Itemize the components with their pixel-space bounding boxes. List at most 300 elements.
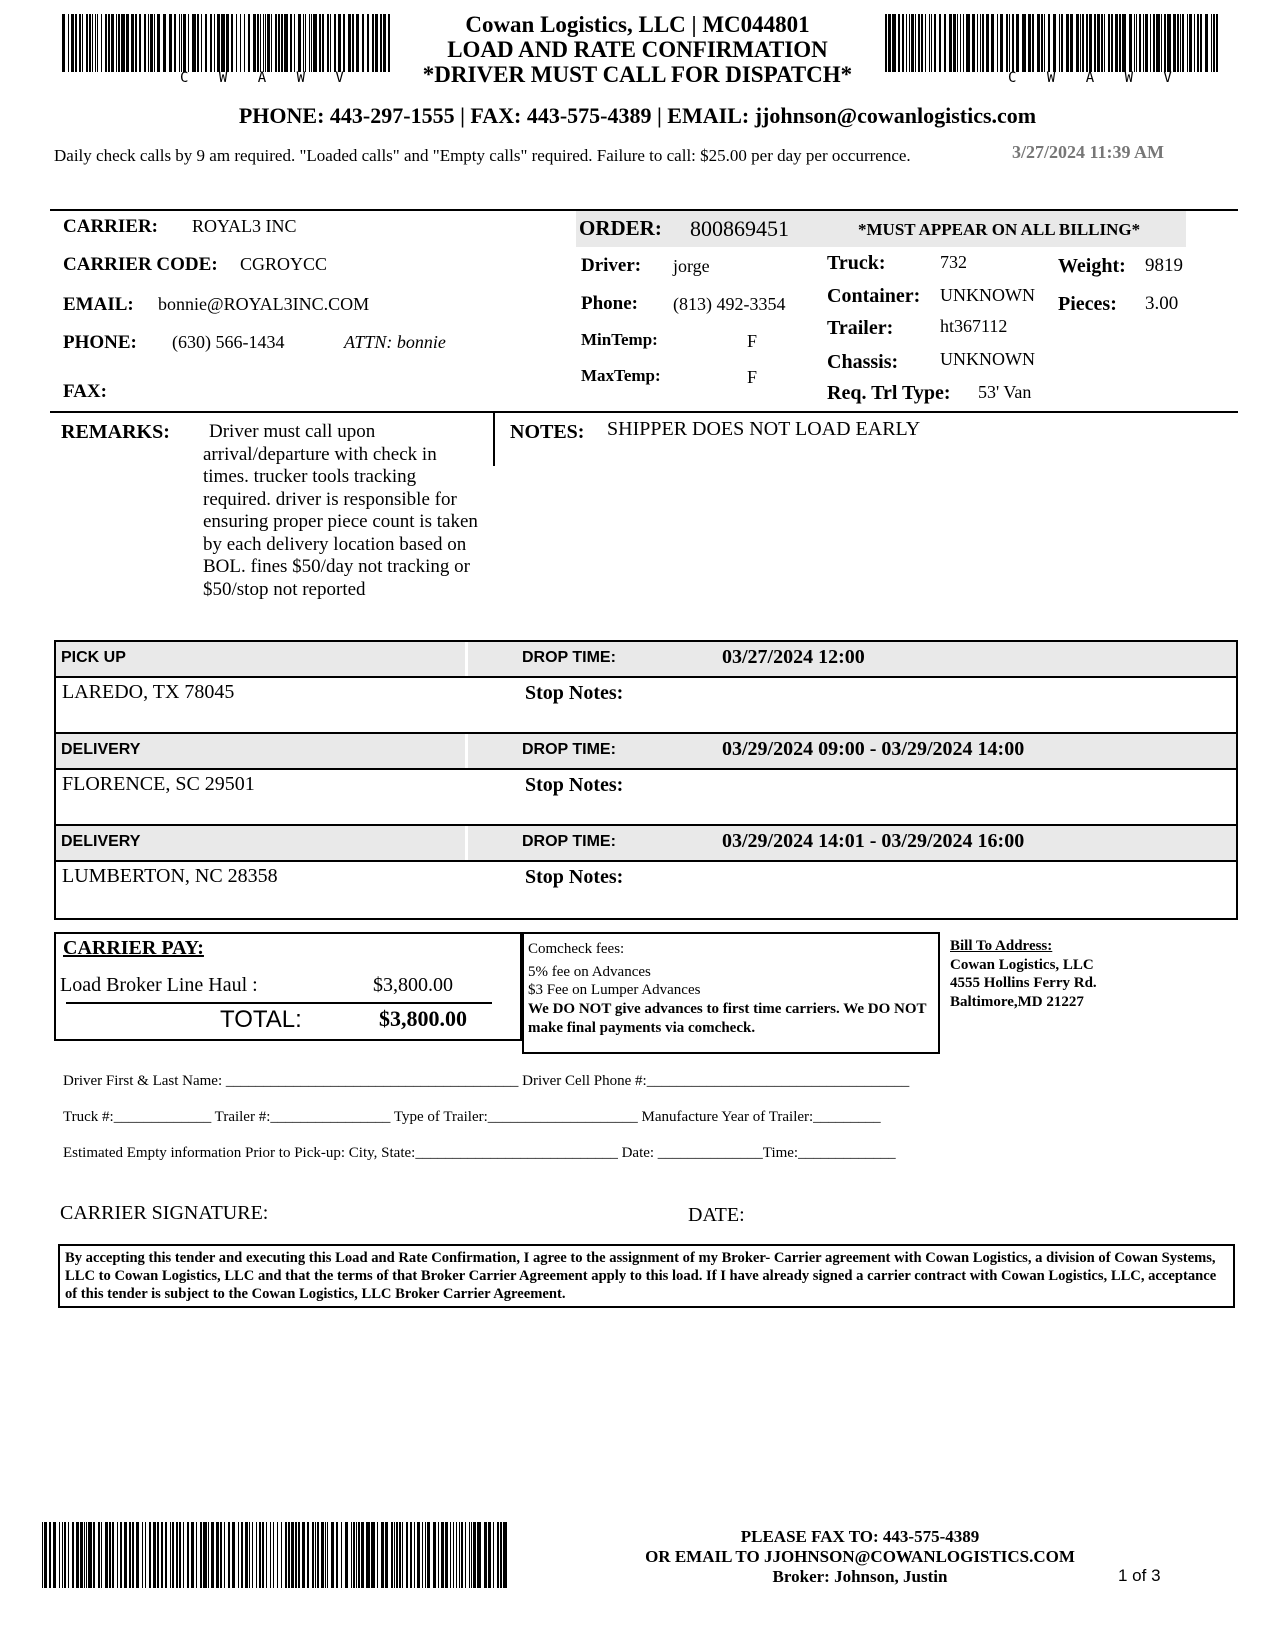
barcode-bar: [273, 1522, 274, 1588]
barcode-bar: [196, 1522, 197, 1588]
barcode-bar: [1094, 14, 1096, 72]
barcode-bar: [356, 14, 359, 72]
barcode-bar: [972, 14, 975, 72]
barcode-bar: [1012, 14, 1014, 72]
chassis-label: Chassis:: [827, 351, 899, 373]
barcode-bar: [249, 1522, 250, 1588]
barcode-bar: [465, 1522, 466, 1588]
barcode-bar: [126, 14, 129, 72]
barcode-bar: [93, 1522, 95, 1588]
barcode-bar: [1022, 14, 1026, 72]
barcode-bar: [1194, 14, 1195, 72]
barcode-bar: [298, 14, 301, 72]
carrier-code-value: CGROYCC: [240, 254, 328, 274]
weight-label: Weight:: [1058, 255, 1126, 277]
barcode-bar: [201, 14, 202, 72]
barcode-bar: [450, 1522, 451, 1588]
barcode-bar: [1187, 14, 1188, 72]
comcheck-line1: 5% fee on Advances: [528, 964, 651, 980]
barcode-bar: [1089, 14, 1092, 72]
barcode-bar: [241, 1522, 243, 1588]
barcode-bar: [1032, 14, 1034, 72]
barcode-bar: [1041, 14, 1043, 72]
barcode-bar: [179, 1522, 181, 1588]
truck-value: 732: [940, 252, 967, 272]
barcode-bar: [317, 1522, 319, 1588]
barcode-bar: [1111, 14, 1113, 72]
total-rule: [66, 1002, 492, 1004]
barcode-bar: [248, 14, 250, 72]
barcode-bar: [62, 1522, 63, 1588]
barcode-bar: [179, 14, 180, 72]
page-number: 1 of 3: [1118, 1566, 1161, 1585]
barcode-bar: [441, 1522, 444, 1588]
stop-header-3: [56, 824, 1236, 862]
barcode-bar: [1156, 14, 1160, 72]
barcode-bar: [331, 1522, 334, 1588]
barcode-bar: [438, 1522, 439, 1588]
carrier-pay-title: CARRIER PAY:: [63, 937, 204, 959]
maxtemp-value: F: [747, 367, 758, 387]
barcode-bar: [1205, 14, 1208, 72]
barcode-bar: [353, 1522, 355, 1588]
driver-phone-label: Phone:: [581, 293, 638, 314]
barcode-bar: [1145, 14, 1148, 72]
barcode-bar: [1104, 14, 1105, 72]
barcode-bar: [944, 14, 946, 72]
barcode-bar: [417, 1522, 420, 1588]
remarks-text: Driver must call upon arrival/departure with check in times. trucker tools tracking required. driver is responsible for ensuring proper piece count is taken by each delivery location based on BOL. fines $50/day not tracking or $50/stop not reported: [203, 421, 478, 600]
drop-time-value: 03/27/2024 12:00: [722, 646, 865, 668]
comcheck-line2: $3 Fee on Lumper Advances: [528, 982, 701, 998]
barcode-bar: [888, 14, 891, 72]
carrier-label: CARRIER:: [63, 216, 158, 237]
barcode-bar: [402, 1522, 403, 1588]
barcode-bar: [925, 14, 926, 72]
stop-header-divider: [465, 826, 468, 860]
barcode-bar: [64, 1522, 66, 1588]
barcode-bar: [163, 14, 166, 72]
barcode-bar: [275, 14, 277, 72]
order-label: ORDER:: [579, 216, 662, 240]
barcode-bar: [1136, 14, 1137, 72]
barcode-bar: [266, 1522, 267, 1588]
carrier-signature-label: CARRIER SIGNATURE:: [60, 1202, 269, 1224]
barcode-bar: [86, 1522, 87, 1588]
barcode-bar: [131, 14, 134, 72]
contact-line: PHONE: 443-297-1555 | FAX: 443-575-4389 | EMAIL: jjohnson@cowanlogistics.com: [238, 103, 1037, 128]
footer-fax: PLEASE FAX TO: 443-575-4389: [740, 1527, 980, 1546]
attn-value: ATTN: bonnie: [344, 332, 446, 352]
barcode-bar: [471, 1522, 472, 1588]
barcode-bar: [303, 14, 304, 72]
barcode-bar: [270, 1522, 271, 1588]
barcode-bar: [422, 1522, 423, 1588]
barcode-bar: [169, 14, 172, 72]
barcode-bar: [132, 1522, 134, 1588]
barcode-bar: [176, 1522, 178, 1588]
comcheck-policy: We DO NOT give advances to first time carriers. We DO NOT make final payments via comcheck.: [528, 1001, 927, 1036]
barcode-bar: [396, 1522, 398, 1588]
barcode-bar: [377, 1522, 378, 1588]
barcode-bar: [1173, 14, 1176, 72]
barcode-bar: [217, 14, 220, 72]
footer-email: OR EMAIL TO JJOHNSON@COWANLOGISTICS.COM: [645, 1547, 1075, 1566]
barcode-bar: [145, 1522, 146, 1588]
barcode-bar: [116, 14, 117, 72]
barcode-bar: [327, 1522, 328, 1588]
bill-to-line: Baltimore,MD 21227: [950, 993, 1084, 1010]
barcode-bar: [898, 14, 900, 72]
barcode-bar: [1211, 14, 1212, 72]
barcode-bar: [135, 14, 137, 72]
barcode-bar: [1059, 14, 1060, 72]
section-middle-rule: [50, 411, 1238, 413]
barcode-bar: [59, 1522, 60, 1588]
barcode-bar: [192, 14, 196, 72]
barcode-bar: [236, 14, 237, 72]
barcode-bar: [388, 14, 390, 72]
email-value: bonnie@ROYAL3INC.COM: [158, 294, 370, 314]
barcode-bar: [44, 1522, 47, 1588]
barcode-bar: [220, 1522, 222, 1588]
barcode-bar: [1061, 14, 1063, 72]
line-haul-label: Load Broker Line Haul :: [60, 974, 258, 996]
stop-header-2: [56, 732, 1236, 770]
barcode-bar: [1189, 14, 1192, 72]
barcode-bar: [1082, 14, 1084, 72]
total-value: $3,800.00: [379, 1006, 467, 1031]
line-haul-value: $3,800.00: [373, 974, 453, 996]
barcode-bar: [84, 1522, 85, 1588]
barcode-bar: [170, 1522, 171, 1588]
barcode-bar: [1108, 14, 1110, 72]
driver-label: Driver:: [581, 255, 642, 276]
fax-label: FAX:: [63, 381, 107, 402]
barcode-bar: [290, 14, 292, 72]
barcode-bar: [187, 1522, 189, 1588]
bill-to-line: 4555 Hollins Ferry Rd.: [950, 975, 1097, 991]
barcode-bar: [108, 14, 110, 72]
trailer-label: Trailer:: [827, 317, 894, 339]
barcode-bar: [172, 1522, 174, 1588]
barcode-bar: [427, 1522, 430, 1588]
check-calls-notice: Daily check calls by 9 am required. "Loaded calls" and "Empty calls" required. Failure to call: $25.00 per day per occurrence.: [54, 146, 911, 165]
barcode-bar: [1086, 14, 1088, 72]
barcode-bar: [343, 14, 345, 72]
barcode-bar: [221, 14, 225, 72]
barcode-bar: [191, 1522, 194, 1588]
barcode-bar: [278, 14, 280, 72]
barcode-bar: [148, 14, 149, 72]
remarks-notes-divider: [493, 413, 495, 466]
mintemp-label: MinTemp:: [581, 330, 658, 349]
barcode-bar: [1200, 14, 1202, 72]
barcode-bar: [321, 1522, 324, 1588]
barcode-bar: [338, 14, 341, 72]
barcode-bar: [425, 1522, 426, 1588]
barcode-bar: [469, 1522, 470, 1588]
barcode-bar: [366, 1522, 370, 1588]
bill-to-title: Bill To Address:: [950, 938, 1053, 954]
weight-value: 9819: [1145, 255, 1183, 276]
barcode-bar: [445, 1522, 448, 1588]
barcode-bar: [892, 14, 896, 72]
barcode-bar: [271, 14, 272, 72]
barcode-bar: [906, 14, 907, 72]
req-trailer-type-value: 53' Van: [978, 382, 1032, 402]
barcode-bar: [902, 14, 904, 72]
barcode-bar: [361, 1522, 364, 1588]
remarks-label: REMARKS:: [61, 421, 170, 443]
barcode-bar: [49, 1522, 51, 1588]
barcode-bar: [105, 14, 107, 72]
stop-header-divider: [465, 734, 468, 768]
barcode-bar: [351, 1522, 352, 1588]
barcode-bar: [399, 1522, 401, 1588]
barcode-bar: [245, 1522, 248, 1588]
carrier-code-label: CARRIER CODE:: [63, 254, 218, 275]
barcode-bar: [257, 14, 259, 72]
stop-notes-label: Stop Notes:: [525, 866, 624, 888]
barcode-bar: [183, 14, 186, 72]
barcode-bar: [183, 1522, 184, 1588]
barcode-bar: [98, 1522, 100, 1588]
barcode-bar: [939, 14, 941, 72]
barcode-bar: [1129, 14, 1132, 72]
barcode-bar: [95, 14, 96, 72]
stop-header-1: [56, 640, 1236, 678]
bill-to-address: [950, 937, 1097, 1011]
barcode-bar: [381, 1522, 384, 1588]
barcode-top-left: [62, 14, 392, 72]
barcode-bar: [157, 1522, 159, 1588]
chassis-value: UNKNOWN: [940, 349, 1035, 369]
barcode-bar: [174, 14, 176, 72]
stop-type: PICK UP: [61, 649, 126, 666]
barcode-bar: [433, 1522, 436, 1588]
barcode-bar: [129, 1522, 131, 1588]
bill-to-line: Cowan Logistics, LLC: [950, 956, 1094, 973]
stop-header-divider: [465, 642, 468, 676]
barcode-bar: [86, 14, 88, 72]
barcode-bar: [931, 14, 932, 72]
barcode-bar: [1053, 14, 1056, 72]
barcode-bar: [309, 14, 310, 72]
barcode-bar: [265, 14, 266, 72]
date-label: DATE:: [688, 1204, 745, 1226]
barcode-bar: [252, 1522, 253, 1588]
barcode-bar: [208, 1522, 209, 1588]
trailer-value: ht367112: [940, 316, 1008, 336]
company-title: [400, 12, 875, 87]
barcode-bar: [161, 1522, 163, 1588]
barcode-bar: [497, 1522, 499, 1588]
stop-type: DELIVERY: [61, 833, 141, 850]
barcode-bar: [203, 1522, 207, 1588]
barcode-bar: [915, 14, 916, 72]
barcode-bar: [1037, 14, 1040, 72]
barcode-bar: [461, 1522, 463, 1588]
barcode-text-left: C W A W V: [180, 70, 344, 86]
barcode-bar: [295, 1522, 297, 1588]
barcode-bar: [1139, 14, 1141, 72]
barcode-bar: [410, 1522, 412, 1588]
barcode-bar: [1182, 14, 1184, 72]
barcode-bar: [1216, 14, 1218, 72]
barcode-bar: [1197, 14, 1199, 72]
barcode-bar: [322, 14, 324, 72]
barcode-bar: [383, 14, 386, 72]
driver-name-line: Driver First & Last Name: _______________________________________ Driver Cell Phone #:___________________________________: [63, 1073, 910, 1089]
stop-notes-label: Stop Notes:: [525, 682, 624, 704]
barcode-bar: [334, 14, 336, 72]
barcode-bar: [1028, 14, 1031, 72]
truck-trailer-line: Truck #:_____________ Trailer #:________________ Type of Trailer:____________________ Manufacture Year of Trailer:_________: [63, 1109, 881, 1125]
barcode-bar: [980, 14, 981, 72]
barcode-bar: [76, 1522, 79, 1588]
empty-info-line: Estimated Empty information Prior to Pick-up: City, State:___________________________ Date: ______________Time:_____________: [63, 1145, 896, 1161]
req-trailer-type-label: Req. Trl Type:: [827, 382, 951, 404]
barcode-bar: [216, 1522, 219, 1588]
barcode-bar: [256, 1522, 257, 1588]
barcode-bar: [224, 1522, 225, 1588]
barcode-bar: [1177, 14, 1179, 72]
barcode-bar: [1119, 14, 1121, 72]
barcode-bar: [477, 1522, 481, 1588]
barcode-bar: [80, 1522, 83, 1588]
barcode-bar: [307, 1522, 309, 1588]
container-label: Container:: [827, 285, 921, 307]
barcode-bar: [966, 14, 970, 72]
barcode-bar: [238, 1522, 239, 1588]
barcode-bar: [929, 14, 930, 72]
barcode-bar: [62, 14, 65, 72]
barcode-text-right: C W A W V: [1008, 70, 1172, 86]
barcode-bar: [262, 1522, 264, 1588]
barcode-bar: [1161, 14, 1162, 72]
barcode-bar: [918, 14, 920, 72]
barcode-bar: [957, 14, 958, 72]
comcheck-title: Comcheck fees:: [528, 941, 625, 957]
barcode-bar: [503, 1522, 507, 1588]
barcode-bar: [406, 1522, 408, 1588]
phone-value: (630) 566-1434: [172, 332, 285, 352]
barcode-bar: [291, 1522, 294, 1588]
barcode-bar: [165, 1522, 167, 1588]
stop-city: FLORENCE, SC 29501: [62, 773, 255, 795]
phone-label: PHONE:: [63, 332, 137, 353]
barcode-bar: [210, 14, 212, 72]
barcode-bar: [117, 1522, 118, 1588]
barcode-bar: [1044, 14, 1045, 72]
barcode-bar: [281, 14, 283, 72]
agreement-text: By accepting this tender and executing this Load and Rate Confirmation, I agree to the assignment of my Broker- Carrier agreement with Cowan Logistics, a division of Cowan Systems, LLC to Cowan Logistics, LLC and that the terms of that Broker Carrier Agreement apply to this load. If I have already signed a carrier contract with Cowan Logistics, LLC, acceptance of this tender is subject to the Cowan Logistics, LLC Broker Carrier Agreement.: [58, 1244, 1235, 1308]
drop-time-label: DROP TIME:: [522, 741, 616, 758]
barcode-bar: [120, 1522, 122, 1588]
billing-notice: *MUST APPEAR ON ALL BILLING*: [858, 220, 1141, 239]
barcode-bar: [124, 1522, 127, 1588]
barcode-bar: [1213, 14, 1215, 72]
barcode-bar: [240, 14, 241, 72]
barcode-bar: [493, 1522, 494, 1588]
barcode-bottom: [42, 1522, 508, 1588]
barcode-bar: [325, 1522, 326, 1588]
driver-value: jorge: [673, 256, 710, 276]
barcode-bar: [1009, 14, 1010, 72]
barcode-bar: [53, 1522, 56, 1588]
pieces-value: 3.00: [1145, 293, 1179, 314]
total-label: TOTAL:: [220, 1006, 302, 1033]
barcode-bar: [371, 1522, 375, 1588]
barcode-bar: [982, 14, 984, 72]
barcode-bar: [1000, 14, 1003, 72]
barcode-bar: [911, 14, 914, 72]
barcode-bar: [385, 1522, 388, 1588]
barcode-bar: [356, 1522, 357, 1588]
barcode-bar: [1150, 14, 1151, 72]
barcode-bar: [319, 14, 321, 72]
barcode-bar: [456, 1522, 457, 1588]
barcode-bar: [205, 14, 207, 72]
barcode-bar: [68, 14, 69, 72]
barcode-bar: [101, 14, 102, 72]
barcode-bar: [921, 14, 923, 72]
barcode-bar: [997, 14, 998, 72]
barcode-bar: [459, 1522, 460, 1588]
barcode-bar: [336, 1522, 338, 1588]
barcode-bar: [953, 14, 956, 72]
drop-time-label: DROP TIME:: [522, 649, 616, 666]
stop-city: LUMBERTON, NC 28358: [62, 865, 278, 887]
barcode-bar: [885, 14, 887, 72]
barcode-bar: [341, 1522, 342, 1588]
barcode-bar: [232, 1522, 235, 1588]
barcode-bar: [1153, 14, 1155, 72]
maxtemp-label: MaxTemp:: [581, 366, 661, 385]
company-line: Cowan Logistics, LLC | MC044801: [465, 12, 810, 37]
barcode-bar: [288, 1522, 290, 1588]
barcode-bar: [136, 1522, 139, 1588]
barcode-bar: [991, 14, 994, 72]
barcode-bar: [253, 14, 256, 72]
barcode-bar: [109, 1522, 111, 1588]
notes-text: SHIPPER DOES NOT LOAD EARLY: [607, 418, 921, 440]
barcode-bar: [960, 14, 961, 72]
barcode-bar: [298, 1522, 300, 1588]
barcode-bar: [75, 14, 77, 72]
barcode-bar: [986, 14, 989, 72]
barcode-bar: [1180, 14, 1181, 72]
barcode-bar: [226, 14, 229, 72]
barcode-bar: [977, 14, 978, 72]
barcode-bar: [1006, 14, 1008, 72]
barcode-bar: [260, 14, 261, 72]
barcode-bar: [181, 14, 182, 72]
barcode-bar: [391, 1522, 393, 1588]
barcode-bar: [311, 14, 312, 72]
barcode-bar: [68, 1522, 69, 1588]
barcode-bar: [139, 14, 141, 72]
barcode-bar: [284, 14, 288, 72]
barcode-bar: [285, 1522, 287, 1588]
barcode-bar: [89, 14, 91, 72]
timestamp: 3/27/2024 11:39 AM: [1012, 142, 1164, 162]
barcode-bar: [1164, 14, 1166, 72]
barcode-bar: [1134, 14, 1135, 72]
barcode-bar: [101, 1522, 102, 1588]
barcode-bar: [157, 14, 160, 72]
